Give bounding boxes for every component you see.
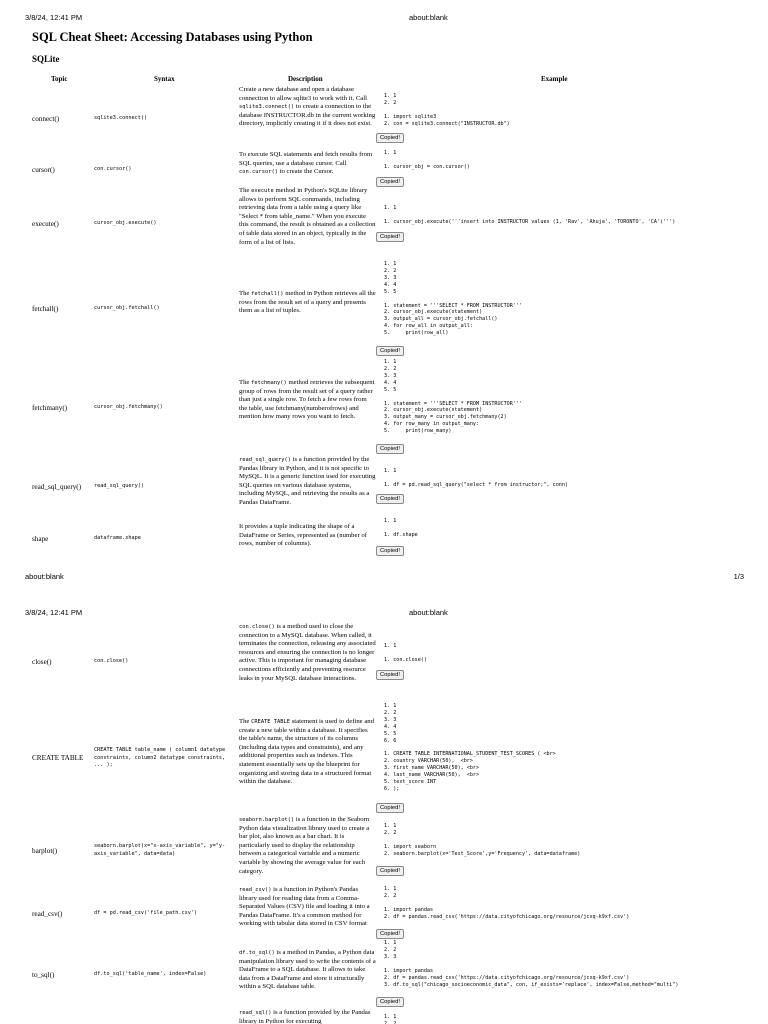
description-text: To execute SQL statements and fetch results from SQL queries, use a database cursor. Call [239,151,373,167]
row-example [384,823,754,858]
line-numbers: 1. 1 2. 2 3. 3 4. 4 5. 5 [384,261,397,295]
row-syntax: read_sql_query() [94,483,144,489]
row-description [239,151,376,177]
column-header-description: Description [288,75,323,83]
description-text: method retrieves the subsequent group of rows from the result set of a query rather than just a single row. To fetch a few rows from the table, use fetchmany(numberofrows) and mention how many rows you want to fetch. [239,379,375,421]
row-topic: CREATE TABLE [32,754,84,762]
row-syntax: con.cursor() [94,166,132,172]
footer-url: about:blank [25,572,64,581]
row-description [239,523,376,549]
row-topic: fetchall() [32,305,59,313]
inline-code: read_sql() [239,1010,272,1016]
row-topic: connect() [32,115,60,123]
page-header-2 [0,608,768,622]
inline-code: df.to_sql() [239,950,275,956]
row-description [239,886,376,929]
copy-button[interactable]: Copied! [376,670,404,680]
inline-code: fetchall() [251,291,284,297]
print-url: about:blank [409,608,448,617]
code-block: 1. df.shape [384,531,418,538]
row-syntax: cursor_obj.fetchmany() [94,404,163,410]
code-gap [384,744,754,751]
row-syntax: cursor_obj.fetchall() [94,305,160,311]
row-topic: to_sql() [32,971,55,979]
row-example [384,468,754,489]
page-title: SQL Cheat Sheet: Accessing Databases using Python [32,30,313,44]
print-datetime: 3/8/24, 12:41 PM [25,608,83,617]
row-syntax: CREATE TABLE table_name ( column1 datatype constraints, column2 datatype constraints, ... ); [94,747,229,768]
row-syntax: con.close() [94,658,129,664]
description-text: is a function provided by the Pandas library in Python, and it is not specific to MySQL. It is a generic function used for executing SQL queries on various database systems, including MySQL, and retrieving the results as a Pandas DataFrame. [239,456,376,506]
inline-code: read_csv() [239,887,272,893]
row-topic: read_csv() [32,910,63,918]
page-header [0,13,768,27]
line-numbers: 1. 1 [384,205,397,211]
row-example [384,150,754,171]
description-text: is a method used to close the connection to a MySQL database. When called, it terminates the connection, releasing any associated resources and ensuring the connection is no longer active. This is important for managing database connections efficiently and preventing resource leaks in your MySQL database interactions. [239,623,376,682]
description-text: The [239,718,252,725]
row-description [239,949,376,992]
code-gap [384,296,754,303]
row-example [384,93,754,128]
code-gap [384,961,754,968]
code-gap [384,157,754,164]
code-block: 1. statement = '''SELECT * FROM INSTRUCTOR''' 2. cursor_obj.execute(statement) 3. output_many = cursor_obj.fetchmany(2) 4. for row_many in output_many: 5. print(row_many) [384,400,523,435]
code-block: 1. df = pd.read_sql_query("select * from instructor;", conn) [384,481,569,488]
row-topic: cursor() [32,166,55,174]
code-block: 1. statement = '''SELECT * FROM INSTRUCTOR''' 2. cursor_obj.execute(statement) 3. output_all = cursor_obj.fetchall() 4. for row_all in output_all: 5. print(row_all) [384,302,523,337]
row-description [239,623,376,683]
line-numbers: 1. 1 2. 2 3. 3 [384,940,397,960]
code-block: 1. import sqlite3 2. con = sqlite3.connect("INSTRUCTOR.db") [384,113,510,127]
row-topic: fetchmany() [32,404,68,412]
row-example [384,518,754,539]
code-gap [384,212,754,219]
row-syntax: cursor_obj.execute() [94,220,157,226]
line-numbers: 1. 1 2. 2 [384,93,397,106]
code-block: 1. con.close() [384,656,427,663]
copy-button[interactable]: Copied! [376,346,404,356]
inline-code: con.cursor() [239,169,278,176]
inline-code: con.close() [239,624,275,630]
row-description [239,718,376,787]
description-text: to create a connection to the database INSTRUCTOR.db in the current working directory, implicitly creating it if it does not exist. [239,103,376,128]
description-text: is a function in Python's Pandas library used for reading data from a Comma-Separated Values (CSV) file and loading it into a Pandas DataFrame. It's a common method for working with tabular data stored in CSV format [239,886,370,928]
print-url: about:blank [409,13,448,22]
code-gap [384,394,754,401]
description-text: The [239,187,252,194]
copy-button[interactable]: Copied! [376,546,404,556]
row-description [239,86,376,129]
row-example [384,205,754,226]
row-example [384,703,754,793]
row-topic: close() [32,658,52,666]
description-text: is a function in the Seaborn Python data visualization library used to create a bar plot, also known as a bar chart. It is particularly used to display the relationship between a categorical variable and a numeric variable by showing the average value for each category. [239,816,370,875]
line-numbers: 1. 1 2. 2 3. 3 4. 4 5. 5 [384,359,397,393]
line-numbers: 1. 1 2. 2 3. 3 4. 4 5. 5 6. 6 [384,703,397,744]
description-text: The [239,379,252,386]
code-block: 1. import seaborn 2. seaborn.barplot(x='Test_Score',y='Frequency', data=dataframe) [384,843,581,857]
inline-code: seaborn.barplot() [239,817,295,823]
code-gap [384,650,754,657]
description-text: It provides a tuple indicating the shape of a DataFrame or Series, represented as (number of rows, number of columns). [239,523,367,548]
row-syntax: seaborn.barplot(x="x-axis_variable", y="y-axis_variable", data=data) [94,843,226,857]
row-syntax: sqlite3.connect() [94,115,148,121]
code-block: 1. cursor_obj = con.cursor() [384,163,470,170]
code-block: 1. CREATE TABLE INTERNATIONAL_STUDENT_TEST_SCORES ( <br> 2. country VARCHAR(50), <br> 3. first_name VARCHAR(50), <br> 4. last_name VARCHAR(50), <br> 5. test_score INT 6. ); [384,751,556,792]
copy-button[interactable]: Copied! [376,133,404,143]
line-numbers: 1. 1 2. 2 [384,823,397,836]
copy-button[interactable]: Copied! [376,997,404,1007]
copy-button[interactable]: Copied! [376,803,404,813]
inline-code: sqlite3.connect() [239,104,295,111]
row-description [239,379,376,422]
row-example [384,261,754,337]
row-topic: read_sql_query() [32,483,82,491]
code-gap [384,525,754,532]
row-example [384,940,754,988]
row-description [239,290,376,316]
copy-button[interactable]: Copied! [376,444,404,454]
row-description [239,187,376,247]
print-datetime: 3/8/24, 12:41 PM [25,13,83,22]
copy-button[interactable]: Copied! [376,929,404,939]
row-syntax: dataframe.shape [94,535,141,541]
section-title: SQLite [32,54,60,64]
line-numbers: 1. 1 2. 2 [384,1014,397,1024]
row-topic: shape [32,535,49,543]
description-text: Create a new database and open a database connection to allow sqlite3 to work with it. Call [239,86,367,102]
copy-button[interactable]: Copied! [376,177,404,187]
inline-code: execute [251,188,274,194]
description-text: method in Python's SQLite library allows to perform SQL commands, including retrieving data from a table using a query like "Select * from table_name." When you execute this command, the result is obtained as a collection of table data stored in an object, typically in the form of a list of lists. [239,187,376,246]
line-numbers: 1. 1 2. 2 [384,886,397,899]
row-description [239,816,376,876]
copy-button[interactable]: Copied! [376,866,404,876]
line-numbers: 1. 1 [384,468,397,474]
row-example [384,643,754,664]
row-syntax: df = pd.read_csv('file_path.csv') [94,910,198,916]
line-numbers: 1. 1 [384,518,397,524]
copy-button[interactable]: Copied! [376,494,404,504]
description-text: is a function provided by the Pandas library in Python for executing [239,1009,371,1024]
inline-code: CREATE TABLE [251,719,291,725]
inline-code: read_sql_query() [239,457,291,463]
description-text: statement is used to define and create a new table within a database. It specifies the table's name, the structure of its columns (including data types and constraints), and any additional properties such as indexes. This statement essentially sets up the blueprint for organizing and storing data in a structured format within the database. [239,718,374,786]
code-gap [384,475,754,482]
row-description [239,1009,376,1024]
code-block: 1. cursor_obj.execute('''insert into INSTRUCTOR values (1, 'Rav', 'Ahuja', 'TORONTO', 'CA')''') [384,218,676,225]
description-text: to create the Cursor. [277,168,334,176]
row-topic: barplot() [32,847,58,855]
column-header-example: Example [541,75,568,83]
code-block: 1. import pandas 2. df = pandas.read_csv('https://data.cityofchicago.org/resource/jcxq-k9xf.csv') 3. df.to_sql("chicago_socioeconomic_data", con, if_exists='replace', index=False,method="multi") [384,967,679,988]
row-topic: execute() [32,220,59,228]
row-example [384,886,754,921]
row-example [384,359,754,435]
inline-code: fetchmany() [251,380,287,386]
code-block: 1. import pandas 2. df = pandas.read_csv('https://data.cityofchicago.org/resource/jcxq-k9xf.csv') [384,906,630,920]
code-gap [384,107,754,114]
page-number: 1/3 [733,572,744,581]
row-syntax: df.to_sql('table_name', index=False) [94,971,207,977]
code-gap [384,900,754,907]
description-text: method in Python retrieves all the rows from the result set of a query and presents them as a list of tuples. [239,290,376,315]
line-numbers: 1. 1 [384,150,397,156]
description-text: The [239,290,252,297]
column-header-topic: Topic [51,75,68,83]
copy-button[interactable]: Copied! [376,232,404,242]
row-example [384,1014,754,1024]
code-gap [384,837,754,844]
row-description [239,456,376,508]
column-header-syntax: Syntax [154,75,175,83]
description-text: is a method in Pandas, a Python data manipulation library used to write the contents of a DataFrame to a SQL database. It allows to take data from a DataFrame and store it structurally within a SQL database table. [239,949,376,991]
line-numbers: 1. 1 [384,643,397,649]
